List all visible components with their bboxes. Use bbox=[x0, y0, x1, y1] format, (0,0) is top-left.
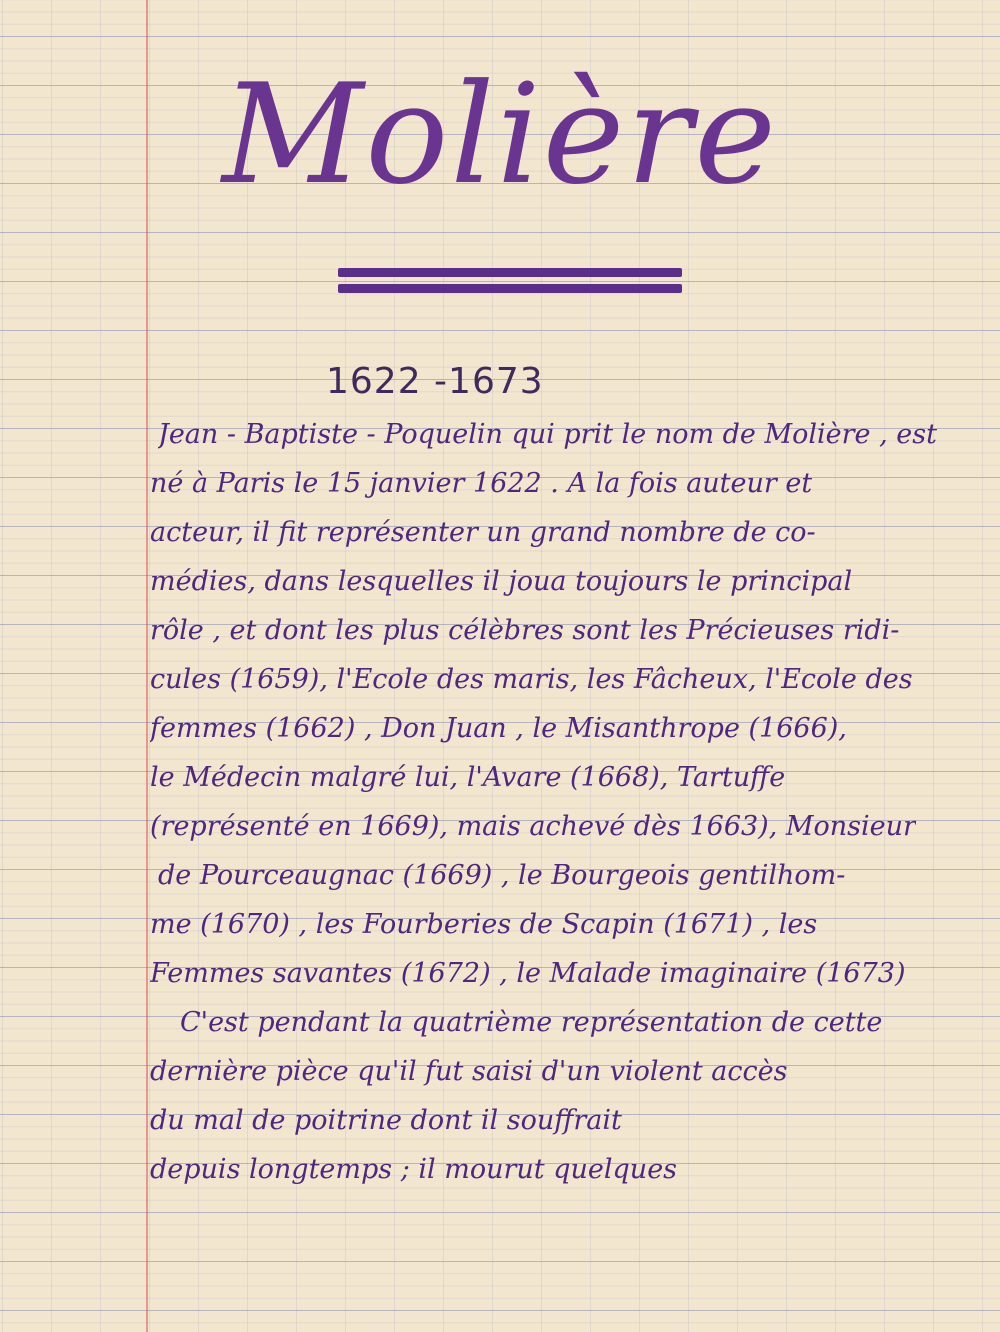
text-line: du mal de poitrine dont il souffrait bbox=[150, 1105, 622, 1136]
text-line: depuis longtemps ; il mourut quelques bbox=[150, 1154, 678, 1185]
text-line: acteur, il fit représenter un grand nombre de co- bbox=[150, 517, 816, 548]
text-line: Femmes savantes (1672) , le Malade imaginaire (1673) bbox=[150, 958, 906, 989]
text-line: de Pourceaugnac (1669) , le Bourgeois gentilhom- bbox=[158, 860, 846, 891]
text-line: me (1670) , les Fourberies de Scapin (1671) , les bbox=[150, 909, 818, 940]
text-line: rôle , et dont les plus célèbres sont les Précieuses ridi- bbox=[150, 615, 900, 646]
page-title: Molière bbox=[222, 54, 778, 215]
life-dates: 1622 -1673 bbox=[326, 361, 544, 402]
text-line: femmes (1662) , Don Juan , le Misanthrope (1666), bbox=[150, 713, 847, 744]
text-line: C'est pendant la quatrième représentation de cette bbox=[180, 1007, 883, 1038]
text-line: né à Paris le 15 janvier 1622 . A la fois auteur et bbox=[150, 468, 813, 499]
title-underline-top bbox=[338, 268, 682, 277]
text-line: dernière pièce qu'il fut saisi d'un violent accès bbox=[150, 1056, 788, 1087]
text-line: Jean - Baptiste - Poquelin qui prit le nom de Molière , est bbox=[158, 419, 937, 450]
text-line: (représenté en 1669), mais achevé dès 1663), Monsieur bbox=[150, 811, 916, 842]
text-line: cules (1659), l'Ecole des maris, les Fâcheux, l'Ecole des bbox=[150, 664, 913, 695]
text-line: le Médecin malgré lui, l'Avare (1668), Tartuffe bbox=[150, 762, 786, 793]
text-line: médies, dans lesquelles il joua toujours le principal bbox=[150, 566, 853, 597]
title-underline-bottom bbox=[338, 284, 682, 293]
